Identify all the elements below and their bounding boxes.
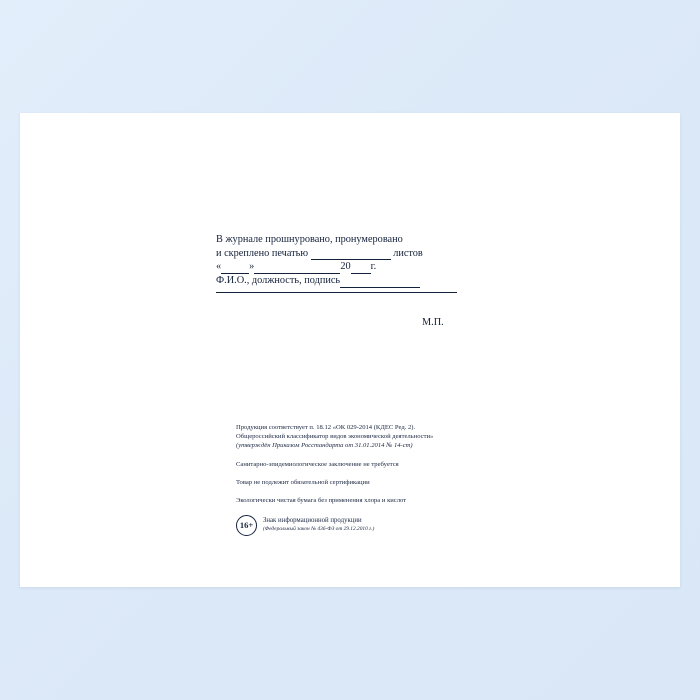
binding-line-2-prefix: и скреплено печатью bbox=[216, 247, 309, 259]
legal-notices-block bbox=[236, 423, 536, 536]
age-rating-title: Знак информационной продукции bbox=[263, 516, 362, 524]
age-rating-text bbox=[263, 515, 374, 534]
document-page bbox=[20, 113, 680, 587]
month-blank bbox=[254, 262, 340, 274]
seal-place-label: М.П. bbox=[422, 317, 444, 328]
date-quote-close: » bbox=[249, 261, 255, 273]
year-suffix: г. bbox=[370, 261, 377, 273]
legal-paragraph-sanitary: Санитарно-эпидемиологическое заключение не требуется bbox=[236, 461, 399, 469]
date-quote-open: « bbox=[216, 261, 222, 273]
page-content bbox=[20, 113, 680, 587]
year-prefix: 20 bbox=[340, 261, 351, 273]
sheets-count-blank bbox=[311, 248, 391, 260]
year-blank bbox=[351, 262, 371, 274]
age-rating-row bbox=[236, 515, 536, 536]
binding-line-4 bbox=[216, 274, 476, 288]
legal-paragraph-okved bbox=[236, 423, 536, 450]
binding-statement-block bbox=[216, 233, 476, 293]
signature-rule bbox=[216, 291, 457, 293]
binding-line-2 bbox=[216, 247, 476, 261]
age-rating-law-reference: (Федеральный закон № 436-ФЗ от 29.12.2010 г.) bbox=[263, 526, 375, 533]
signature-blank bbox=[340, 276, 420, 288]
day-blank bbox=[221, 262, 249, 274]
age-rating-badge-icon: 16+ bbox=[236, 515, 257, 536]
okved-line-3: (утверждён Приказом Росстандарта от 31.01.2014 № 14-ст) bbox=[236, 442, 413, 450]
binding-line-3 bbox=[216, 260, 476, 274]
binding-line-2-suffix: листов bbox=[393, 247, 423, 259]
binding-line-1: В журнале прошнуровано, пронумеровано bbox=[216, 234, 403, 245]
okved-line-1: Продукция соответствует п. 18.12 «ОК 029-2014 (КДЕС Ред. 2). bbox=[236, 424, 416, 431]
legal-paragraph-certification: Товар не подлежит обязательной сертификации bbox=[236, 479, 370, 487]
legal-paragraph-eco-paper: Экологически чистая бумага без применения хлора и кислот bbox=[236, 497, 407, 505]
signatory-label: Ф.И.О., должность, подпись bbox=[216, 275, 341, 287]
okved-line-2: Общероссийский классификатор видов экономической деятельности» bbox=[236, 433, 434, 441]
